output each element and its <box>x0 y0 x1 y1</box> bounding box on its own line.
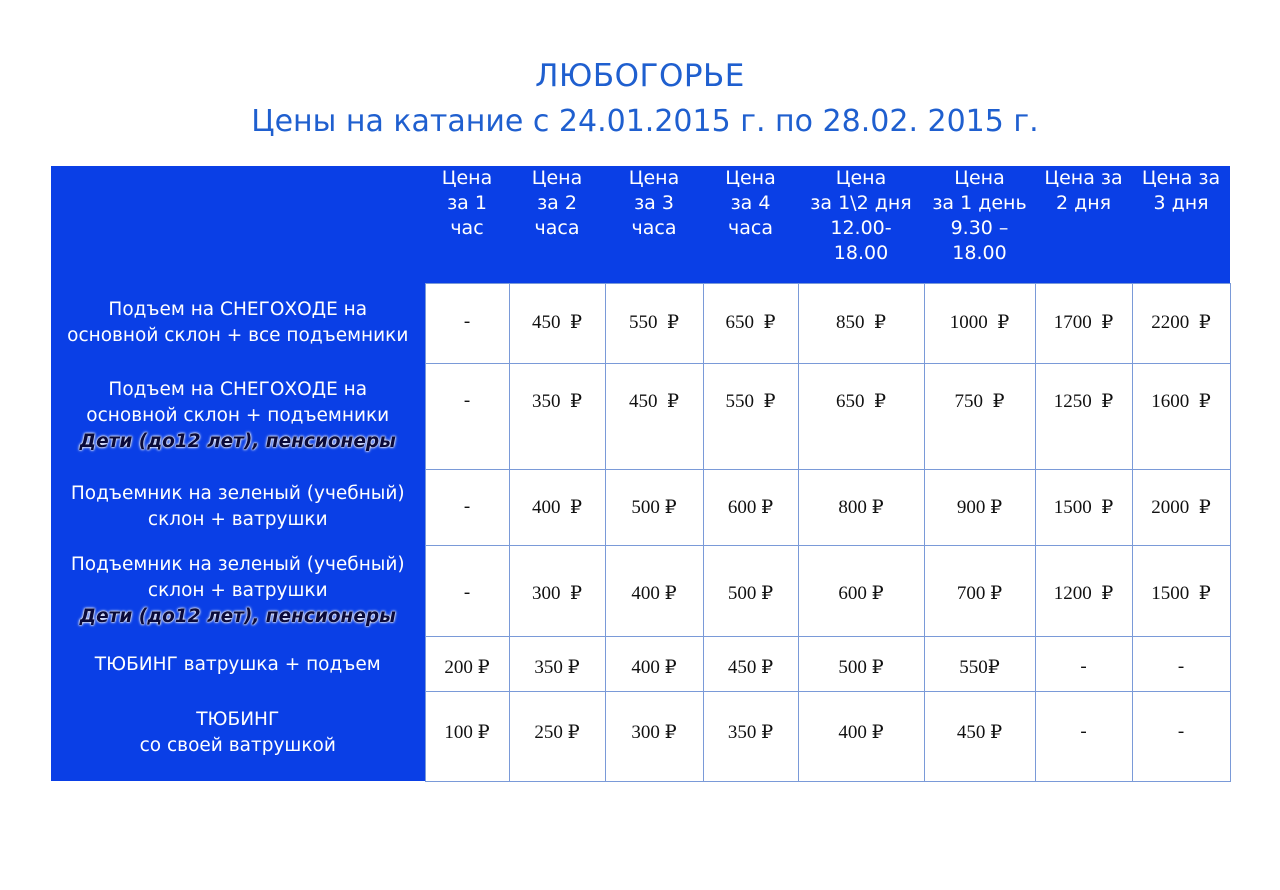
price-cell: 400 ₽ <box>605 636 703 691</box>
page-subtitle: Цены на катание с 24.01.2015 г. по 28.02. 2015 г. <box>251 104 1039 139</box>
column-header: Цена за 1\2 дня 12.00- 18.00 <box>798 166 924 283</box>
price-cell: 550 ₽ <box>605 283 703 363</box>
service-label: ТЮБИНГ ватрушка + подъем <box>94 654 381 675</box>
table-row <box>51 636 1230 691</box>
price-cell: 1600 ₽ <box>1132 363 1230 469</box>
service-cell <box>51 363 425 469</box>
price-cell: - <box>1132 636 1230 691</box>
price-cell: 550 ₽ <box>703 363 798 469</box>
table-row <box>51 545 1230 636</box>
price-cell: 2000 ₽ <box>1132 469 1230 545</box>
price-cell: 1500 ₽ <box>1035 469 1132 545</box>
price-cell: 100 ₽ <box>425 691 509 781</box>
price-cell: 1500 ₽ <box>1132 545 1230 636</box>
price-cell: 600 ₽ <box>703 469 798 545</box>
price-cell: - <box>425 363 509 469</box>
price-cell: - <box>425 469 509 545</box>
price-cell: 550₽ <box>924 636 1035 691</box>
price-cell: 450 ₽ <box>605 363 703 469</box>
price-cell: 500 ₽ <box>703 545 798 636</box>
service-label: Подъемник на зеленый (учебный) склон + ватрушки <box>70 483 405 530</box>
price-cell: 650 ₽ <box>703 283 798 363</box>
price-cell: 850 ₽ <box>798 283 924 363</box>
table-row <box>51 691 1230 781</box>
service-label: Подъем на СНЕГОХОДЕ на основной склон + все подъемники <box>67 299 409 346</box>
price-cell: - <box>1035 636 1132 691</box>
price-cell: 450 ₽ <box>509 283 605 363</box>
price-cell: 500 ₽ <box>798 636 924 691</box>
price-cell: 450 ₽ <box>703 636 798 691</box>
page-title: ЛЮБОГОРЬЕ <box>535 58 745 94</box>
price-cell: 600 ₽ <box>798 545 924 636</box>
column-header: Цена за 2 дня <box>1035 166 1132 283</box>
price-cell: - <box>425 545 509 636</box>
price-cell: 300 ₽ <box>509 545 605 636</box>
service-cell <box>51 691 425 781</box>
service-label: Подъем на СНЕГОХОДЕ на основной склон + подъемники <box>86 379 390 426</box>
price-cell: 700 ₽ <box>924 545 1035 636</box>
price-cell: 2200 ₽ <box>1132 283 1230 363</box>
table-header-row <box>51 166 1230 283</box>
price-cell: 200 ₽ <box>425 636 509 691</box>
price-cell: 800 ₽ <box>798 469 924 545</box>
price-cell: 350 ₽ <box>703 691 798 781</box>
column-header: Цена за 1 час <box>425 166 509 283</box>
price-cell: 650 ₽ <box>798 363 924 469</box>
price-cell: 500 ₽ <box>605 469 703 545</box>
price-cell: 350 ₽ <box>509 636 605 691</box>
price-cell: 1700 ₽ <box>1035 283 1132 363</box>
price-cell: 350 ₽ <box>509 363 605 469</box>
price-cell: 450 ₽ <box>924 691 1035 781</box>
table-row <box>51 469 1230 545</box>
price-cell: 750 ₽ <box>924 363 1035 469</box>
column-header: Цена за 2 часа <box>509 166 605 283</box>
price-cell: 1200 ₽ <box>1035 545 1132 636</box>
price-cell: 250 ₽ <box>509 691 605 781</box>
price-cell: 400 ₽ <box>509 469 605 545</box>
price-cell: - <box>425 283 509 363</box>
table-row <box>51 283 1230 363</box>
price-cell: 400 ₽ <box>605 545 703 636</box>
column-header: Цена за 3 дня <box>1132 166 1230 283</box>
service-cell <box>51 283 425 363</box>
service-label: Подъемник на зеленый (учебный) склон + ватрушки <box>70 553 405 601</box>
column-header: Цена за 1 день 9.30 – 18.00 <box>924 166 1035 283</box>
price-cell: - <box>1035 691 1132 781</box>
service-cell <box>51 636 425 691</box>
column-header: Цена за 4 часа <box>703 166 798 283</box>
service-cell <box>51 469 425 545</box>
price-cell: 300 ₽ <box>605 691 703 781</box>
price-cell: 400 ₽ <box>798 691 924 781</box>
header-corner <box>51 166 425 283</box>
service-label: ТЮБИНГ со своей ватрушкой <box>139 709 336 756</box>
price-cell: - <box>1132 691 1230 781</box>
column-header: Цена за 3 часа <box>605 166 703 283</box>
discount-note: Дети (до12 лет), пенсионеры <box>79 431 396 452</box>
price-table <box>51 166 1231 782</box>
price-cell: 1000 ₽ <box>924 283 1035 363</box>
service-cell <box>51 545 425 636</box>
discount-note: Дети (до12 лет), пенсионеры <box>79 605 396 627</box>
price-cell: 900 ₽ <box>924 469 1035 545</box>
table-row <box>51 363 1230 469</box>
price-cell: 1250 ₽ <box>1035 363 1132 469</box>
